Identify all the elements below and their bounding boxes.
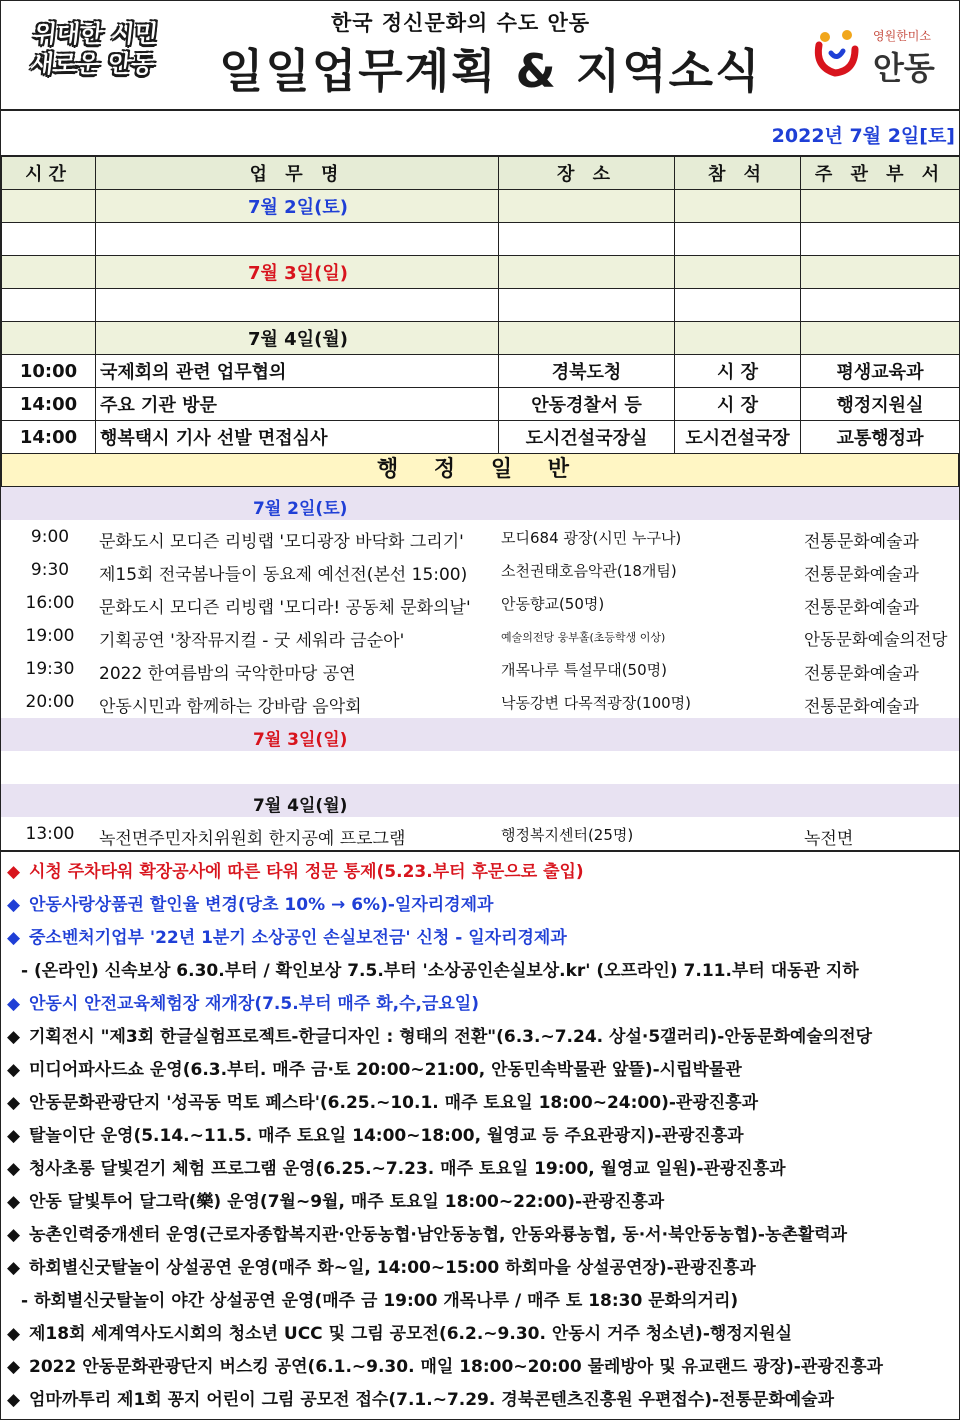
item-place: 개목나루 특설무대(50명) — [501, 661, 667, 679]
notice-item: ◆ 기획전시 "제3회 한글실험프로젝트-한글디자인 : 형태의 전환"(6.3.~7.24. 상설·5갤러리)-안동문화예술의전당 — [1, 1021, 959, 1054]
list-item — [1, 586, 959, 619]
item-time: 9:00 — [30, 527, 70, 547]
col-header-place: 장 소 — [499, 157, 675, 190]
notice-item: ◆ 엄마까투리 제1회 꽁지 어린이 그림 공모전 접수(7.1.~7.29. 경북콘텐츠진흥원 우편접수)-전통문화예술과 — [1, 1384, 959, 1417]
item-dept: 전통문화예술과 — [804, 664, 919, 684]
list-item — [1, 652, 959, 685]
item-dept: 전통문화예술과 — [804, 598, 919, 618]
item-place: 소천권태호음악관(18개팀) — [501, 562, 677, 580]
list-item — [1, 553, 959, 586]
logo-name: 안동 — [873, 49, 935, 87]
document-date: 2022년 7월 2일[토] — [771, 125, 955, 147]
empty-row — [1, 751, 959, 784]
item-time: 13:00 — [25, 824, 75, 844]
item-time: 19:00 — [25, 626, 75, 646]
diamond-bullet-icon: ◆ — [7, 1192, 21, 1212]
list-item — [1, 520, 959, 553]
diamond-bullet-icon: ◆ — [7, 1225, 21, 1245]
item-task: 문화도시 모디즌 리빙랩 '모디라! 공동체 문화의날' — [99, 598, 471, 618]
day-row-sat — [2, 190, 960, 223]
table-row — [2, 388, 960, 421]
diamond-bullet-icon: ◆ — [7, 1390, 21, 1410]
row-dept: 교통행정과 — [801, 421, 960, 454]
diamond-bullet-icon: ◆ — [7, 1126, 21, 1146]
item-place: 낙동강변 다목적광장(100명) — [501, 694, 692, 712]
row-time: 14:00 — [2, 421, 96, 454]
row-attend: 도시건설국장 — [675, 421, 801, 454]
schedule-table — [1, 156, 960, 454]
col-header-dept: 주 관 부 서 — [801, 157, 960, 190]
slogan-badge — [26, 19, 162, 79]
notice-item: ◆ 2022 안동문화관광단지 버스킹 공연(6.1.~9.30. 매일 18:00~20:00 물레방아 및 유교랜드 광장)-관광진흥과 — [1, 1351, 959, 1384]
notice-item: ◆ 청사초롱 달빛걷기 체험 프로그램 운영(6.25.~7.23. 매주 토요일 19:00, 월영교 일원)-관광진흥과 — [1, 1153, 959, 1186]
item-time: 20:00 — [25, 692, 75, 712]
row-dept: 행정지원실 — [801, 388, 960, 421]
item-place: 예술의전당 웅부홀(초등학생 이상) — [501, 631, 666, 644]
col-header-task: 업 무 명 — [96, 157, 499, 190]
item-time: 19:30 — [25, 659, 75, 679]
item-time: 16:00 — [25, 593, 75, 613]
admin-day-row-mon — [1, 784, 959, 817]
item-time: 9:30 — [30, 560, 70, 580]
page-title: 일일업무계획 & 지역소식 — [219, 44, 762, 98]
item-task: 기획공연 '창작뮤지컬 - 굿 세워라 금순아' — [99, 631, 405, 651]
logo-slogan: 영원한미소 — [873, 29, 931, 43]
notice-subitem: - 하회별신굿탈놀이 야간 상설공연 운영(매주 금 19:00 개목나루 / 매주 토 18:30 문화의거리) — [21, 1291, 739, 1311]
item-place: 안동향교(50명) — [501, 595, 605, 613]
row-attend: 시 장 — [675, 355, 801, 388]
item-place: 행정복지센터(25명) — [501, 826, 634, 844]
item-task: 제15회 전국봄나들이 동요제 예선전(본선 15:00) — [99, 565, 468, 585]
row-task: 주요 기관 방문 — [96, 388, 499, 421]
diamond-bullet-icon: ◆ — [7, 1093, 21, 1113]
day-label-mon: 7월 4일(월) — [96, 322, 499, 355]
empty-row — [2, 223, 960, 256]
row-time: 14:00 — [2, 388, 96, 421]
diamond-bullet-icon: ◆ — [7, 1159, 21, 1179]
andong-logo-icon — [809, 27, 863, 81]
notice-list — [1, 850, 959, 1417]
notice-item: ◆ 안동시 안전교육체험장 재개장(7.5.부터 매주 화,수,금요일) — [1, 988, 959, 1021]
row-task: 행복택시 기사 선발 면접심사 — [96, 421, 499, 454]
notice-item: ◆ 안동 달빛투어 달그락(樂) 운영(7월~9월, 매주 토요일 18:00~22:00)-관광진흥과 — [1, 1186, 959, 1219]
diamond-bullet-icon: ◆ — [7, 1258, 21, 1278]
notice-item: ◆ 제18회 세계역사도시회의 청소년 UCC 및 그림 공모전(6.2.~9.30. 안동시 거주 청소년)-행정지원실 — [1, 1318, 959, 1351]
diamond-bullet-icon: ◆ — [7, 1027, 21, 1047]
item-dept: 안동문화예술의전당 — [804, 630, 948, 649]
notice-item: ◆ 시청 주차타워 확장공사에 따른 타워 정문 통제(5.23.부터 후문으로 출입) — [1, 856, 959, 889]
item-place: 모디684 광장(시민 누구나) — [501, 529, 682, 547]
diamond-bullet-icon: ◆ — [7, 994, 21, 1014]
table-row — [2, 355, 960, 388]
admin-section-banner: 행 정 일 반 — [1, 454, 959, 487]
notice-item: ◆ 안동문화관광단지 '성곡동 먹토 페스타'(6.25.~10.1. 매주 토요일 18:00~24:00)-관광진흥과 — [1, 1087, 959, 1120]
page-header — [1, 1, 959, 111]
col-header-time: 시간 — [2, 157, 96, 190]
list-item — [1, 685, 959, 718]
day-row-mon — [2, 322, 960, 355]
notice-item: ◆ 농촌인력중개센터 운영(근로자종합복지관·안동농협·남안동농협, 안동와룡농협, 동·서·북안동농협)-농촌활력과 — [1, 1219, 959, 1252]
diamond-bullet-icon: ◆ — [7, 1324, 21, 1344]
day-row-sun — [2, 256, 960, 289]
row-time: 10:00 — [2, 355, 96, 388]
diamond-bullet-icon: ◆ — [7, 895, 21, 915]
empty-row — [2, 289, 960, 322]
admin-day-row-sat — [1, 487, 959, 520]
item-task: 문화도시 모디즌 리빙랩 '모디광장 바닥화 그리기' — [99, 532, 464, 552]
admin-schedule — [1, 487, 959, 850]
item-dept: 녹전면 — [804, 829, 854, 849]
day-label-sun: 7월 3일(일) — [96, 256, 499, 289]
badge-line-1: 위대한 시민 — [31, 20, 160, 48]
day-label-sat: 7월 2일(토) — [96, 190, 499, 223]
page-subtitle: 한국 정신문화의 수도 안동 — [331, 11, 591, 35]
row-dept: 평생교육과 — [801, 355, 960, 388]
row-place: 도시건설국장실 — [499, 421, 675, 454]
notice-item: ◆ 미디어파사드쇼 운영(6.3.부터. 매주 금·토 20:00~21:00, 안동민속박물관 앞뜰)-시립박물관 — [1, 1054, 959, 1087]
item-dept: 전통문화예술과 — [804, 697, 919, 717]
item-dept: 전통문화예술과 — [804, 565, 919, 585]
row-place: 안동경찰서 등 — [499, 388, 675, 421]
notice-item: ◆ 중소벤처기업부 '22년 1분기 소상공인 손실보전금' 신청 - 일자리경제과 — [1, 922, 959, 955]
row-task: 국제회의 관련 업무협의 — [96, 355, 499, 388]
notice-item: ◆ 탈놀이단 운영(5.14.~11.5. 매주 토요일 14:00~18:00, 월영교 등 주요관광지)-관광진흥과 — [1, 1120, 959, 1153]
list-item — [1, 619, 959, 652]
diamond-bullet-icon: ◆ — [7, 928, 21, 948]
item-task: 녹전면주민자치위원회 한지공예 프로그램 — [99, 829, 406, 849]
row-place: 경북도청 — [499, 355, 675, 388]
date-bar — [1, 111, 959, 156]
col-header-attend: 참 석 — [675, 157, 801, 190]
list-item — [1, 817, 959, 850]
item-dept: 전통문화예술과 — [804, 532, 919, 552]
notice-subitem: - (온라인) 신속보상 6.30.부터 / 확인보상 7.5.부터 '소상공인손실보상.kr' (오프라인) 7.11.부터 대동관 지하 — [21, 961, 859, 981]
andong-logo — [807, 23, 947, 89]
schedule-header-row — [2, 157, 960, 190]
admin-day-row-sun — [1, 718, 959, 751]
notice-item: ◆ 하회별신굿탈놀이 상설공연 운영(매주 화~일, 14:00~15:00 하회마을 상설공연장)-관광진흥과 — [1, 1252, 959, 1285]
item-task: 2022 한여름밤의 국악한마당 공연 — [99, 664, 356, 684]
notice-item: ◆ 안동사랑상품권 할인율 변경(당초 10% → 6%)-일자리경제과 — [1, 889, 959, 922]
diamond-bullet-icon: ◆ — [7, 862, 21, 882]
badge-line-2: 새로운 안동 — [28, 50, 157, 78]
admin-day-label-sun: 7월 3일(일) — [253, 730, 348, 750]
admin-day-label-sat: 7월 2일(토) — [253, 499, 348, 519]
admin-day-label-mon: 7월 4일(월) — [253, 796, 348, 816]
item-task: 안동시민과 함께하는 강바람 음악회 — [99, 697, 362, 717]
table-row — [2, 421, 960, 454]
diamond-bullet-icon: ◆ — [7, 1357, 21, 1377]
diamond-bullet-icon: ◆ — [7, 1060, 21, 1080]
row-attend: 시 장 — [675, 388, 801, 421]
